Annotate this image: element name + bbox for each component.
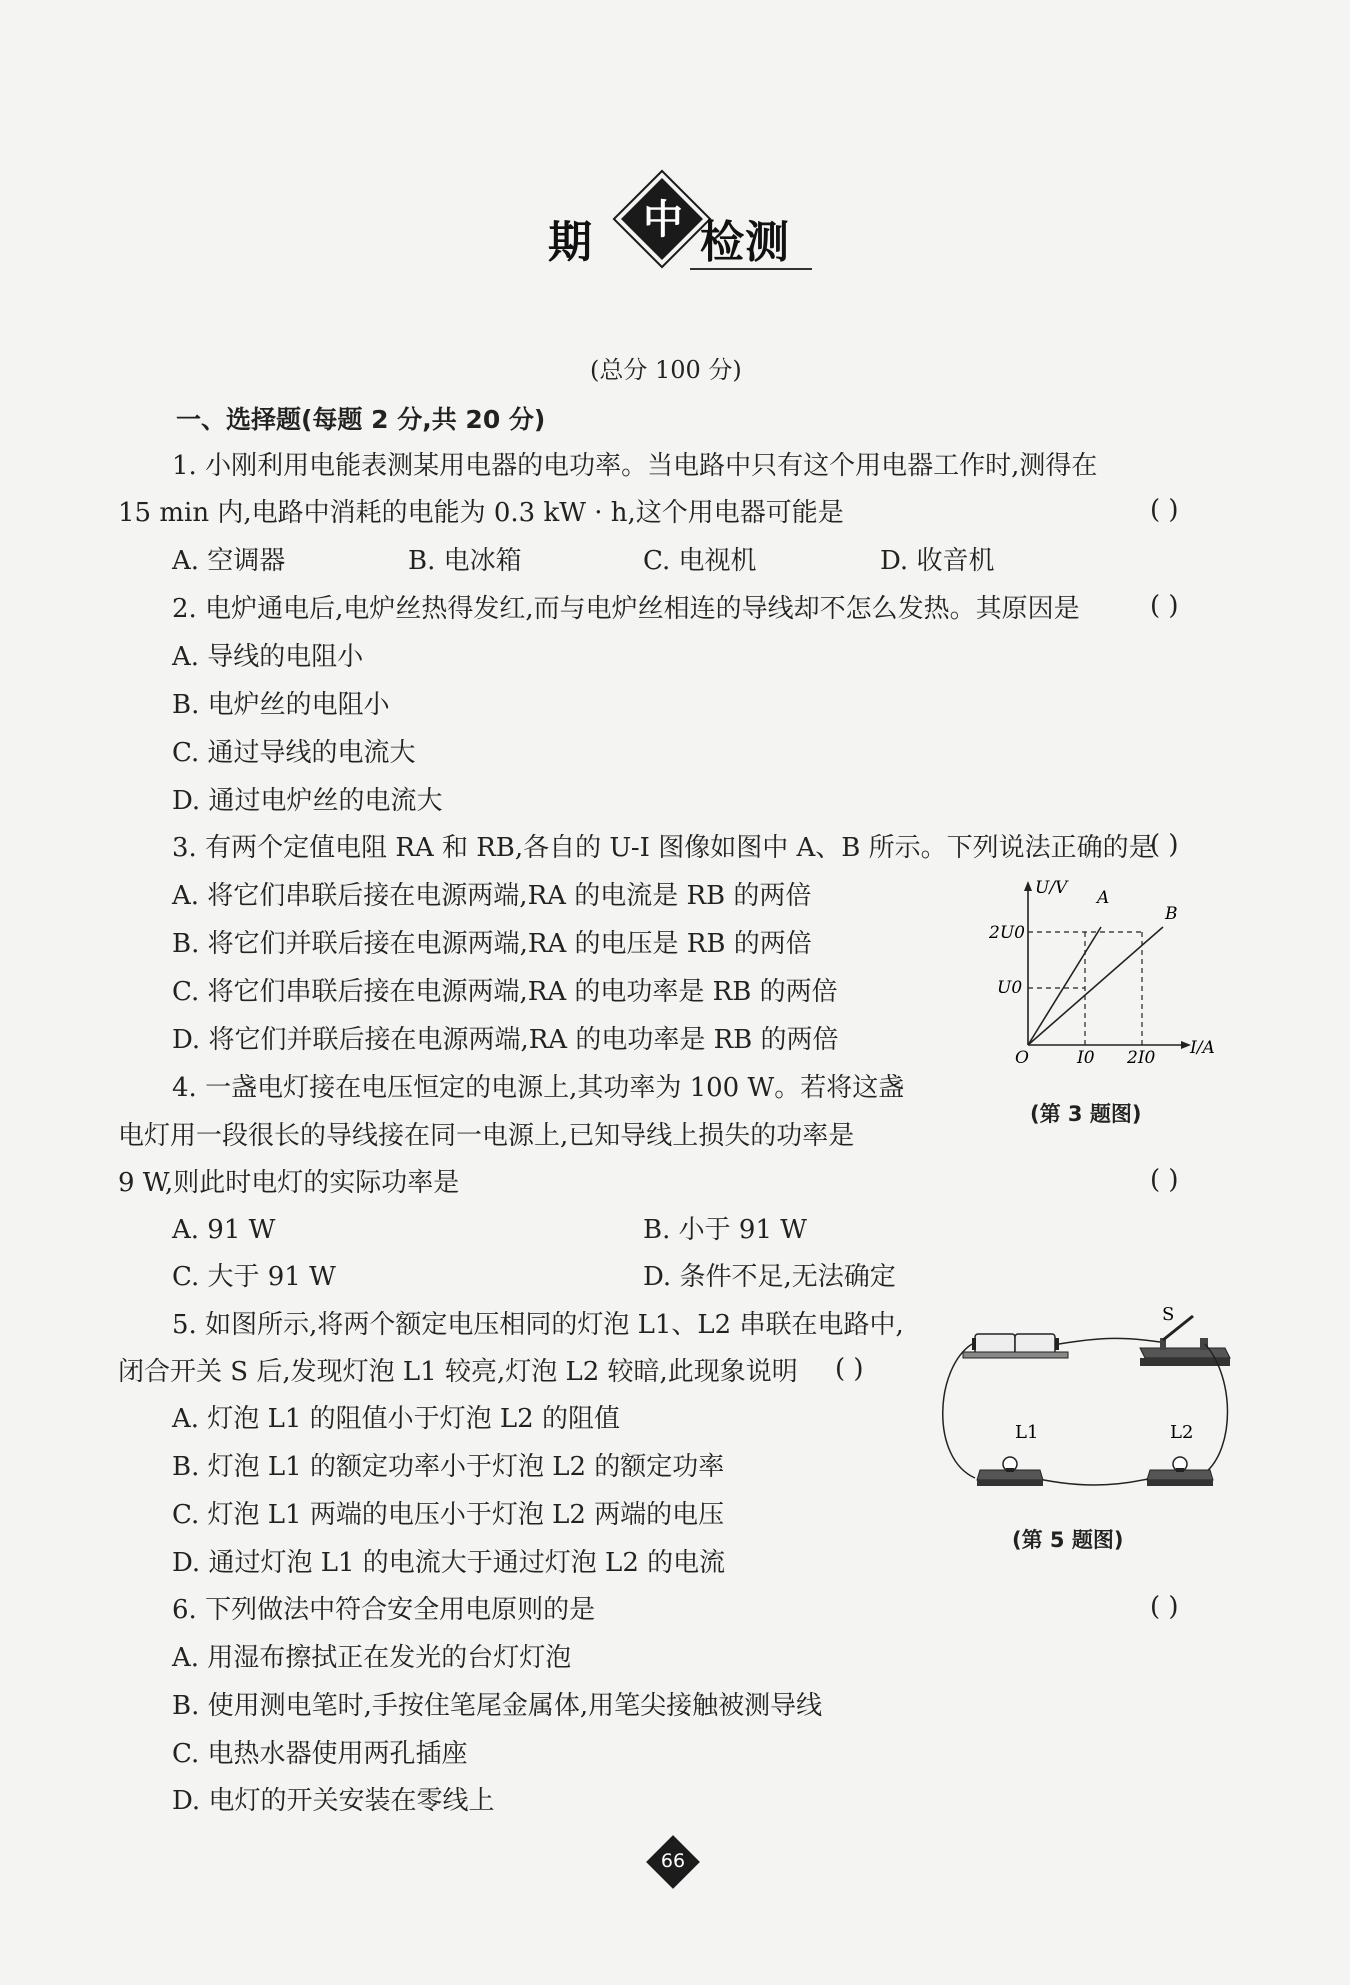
q1-line1: 1. 小刚利用电能表测某用电器的电功率。当电路中只有这个用电器工作时,测得在	[172, 451, 1098, 481]
q2-option-b: B. 电炉丝的电阻小	[172, 690, 390, 720]
graph-ytick-u0: U0	[997, 978, 1023, 998]
q1-answer-paren: ( )	[1150, 495, 1179, 525]
battery-icon	[963, 1334, 1068, 1358]
q3-option-c: C. 将它们串联后接在电源两端,RA 的电功率是 RB 的两倍	[172, 977, 838, 1007]
q5-option-b: B. 灯泡 L1 的额定功率小于灯泡 L2 的额定功率	[172, 1452, 725, 1482]
q3-line1: 3. 有两个定值电阻 RA 和 RB,各自的 U-I 图像如图中 A、B 所示。下列说法正确的是	[172, 833, 1155, 863]
graph-origin: O	[1015, 1048, 1029, 1068]
lamp-2-icon	[1147, 1457, 1213, 1486]
q2-option-d: D. 通过电炉丝的电流大	[172, 786, 443, 816]
q3-caption: (第 3 题图)	[1030, 1102, 1142, 1126]
y-axis-arrow-icon	[1024, 881, 1032, 891]
q3-option-d: D. 将它们并联后接在电源两端,RA 的电功率是 RB 的两倍	[172, 1025, 839, 1055]
graph-xtick-2i0: 2I0	[1127, 1048, 1156, 1068]
q1-option-b: B. 电冰箱	[408, 546, 522, 576]
graph-label-a: A	[1097, 888, 1110, 908]
lamp-2-label: L2	[1170, 1422, 1194, 1443]
line-a	[1028, 927, 1101, 1045]
q3-option-a: A. 将它们串联后接在电源两端,RA 的电流是 RB 的两倍	[172, 881, 812, 911]
q5-option-d: D. 通过灯泡 L1 的电流大于通过灯泡 L2 的电流	[172, 1548, 726, 1578]
q3-answer-paren: ( )	[1150, 830, 1179, 860]
q3-ui-graph	[985, 875, 1225, 1075]
q6-answer-paren: ( )	[1150, 1592, 1179, 1622]
switch-label: S	[1162, 1304, 1175, 1325]
q1-line2: 15 min 内,电路中消耗的电能为 0.3 kW · h,这个用电器可能是	[118, 498, 844, 528]
q5-line1: 5. 如图所示,将两个额定电压相同的灯泡 L1、L2 串联在电路中,	[172, 1310, 904, 1340]
q6-option-a: A. 用湿布擦拭正在发光的台灯灯泡	[172, 1643, 572, 1673]
q4-line2: 电灯用一段很长的导线接在同一电源上,已知导线上损失的功率是	[118, 1121, 855, 1151]
title-char-4: 测	[745, 217, 789, 268]
q4-option-c: C. 大于 91 W	[172, 1262, 336, 1292]
wire-top	[1059, 1338, 1160, 1344]
q3-option-b: B. 将它们并联后接在电源两端,RA 的电压是 RB 的两倍	[172, 929, 812, 959]
page-number: 66	[660, 1850, 686, 1872]
title-char-2: 中	[643, 197, 683, 243]
title-char-1: 期	[548, 217, 592, 268]
page-title	[540, 178, 810, 278]
q1-option-a: A. 空调器	[172, 546, 286, 576]
q6-option-b: B. 使用测电笔时,手按住笔尾金属体,用笔尖接触被测导线	[172, 1691, 823, 1721]
q6-option-d: D. 电灯的开关安装在零线上	[172, 1786, 495, 1816]
q2-option-a: A. 导线的电阻小	[172, 642, 364, 672]
q4-option-a: A. 91 W	[172, 1215, 276, 1245]
q2-line1: 2. 电炉通电后,电炉丝热得发红,而与电炉丝相连的导线却不怎么发热。其原因是	[172, 594, 1080, 624]
q1-option-d: D. 收音机	[880, 546, 995, 576]
q4-line3: 9 W,则此时电灯的实际功率是	[118, 1168, 460, 1198]
graph-ylabel: U/V	[1035, 878, 1068, 898]
q2-option-c: C. 通过导线的电流大	[172, 738, 416, 768]
section-heading: 一、选择题(每题 2 分,共 20 分)	[176, 405, 546, 434]
lamp-1-icon	[977, 1457, 1043, 1486]
q6-line1: 6. 下列做法中符合安全用电原则的是	[172, 1595, 596, 1625]
wire-left	[943, 1344, 975, 1478]
graph-ytick-2u0: 2U0	[989, 923, 1025, 943]
q1-option-c: C. 电视机	[643, 546, 757, 576]
graph-xlabel: I/A	[1190, 1038, 1215, 1058]
q2-answer-paren: ( )	[1150, 591, 1179, 621]
q4-option-d: D. 条件不足,无法确定	[643, 1262, 896, 1292]
q6-option-c: C. 电热水器使用两孔插座	[172, 1739, 468, 1769]
q4-option-b: B. 小于 91 W	[643, 1215, 807, 1245]
q4-answer-paren: ( )	[1150, 1165, 1179, 1195]
title-underline	[690, 268, 812, 270]
total-score: (总分 100 分)	[590, 356, 742, 384]
q5-option-c: C. 灯泡 L1 两端的电压小于灯泡 L2 两端的电压	[172, 1500, 725, 1530]
q5-caption: (第 5 题图)	[1012, 1528, 1124, 1552]
wire-bottom	[1025, 1476, 1160, 1485]
q5-line2: 闭合开关 S 后,发现灯泡 L1 较亮,灯泡 L2 较暗,此现象说明	[118, 1357, 798, 1387]
graph-label-b: B	[1165, 904, 1178, 924]
q5-answer-paren: ( )	[835, 1354, 864, 1384]
line-b	[1028, 927, 1163, 1045]
q5-circuit-figure	[935, 1298, 1235, 1498]
lamp-1-label: L1	[1015, 1422, 1039, 1443]
title-char-3: 检	[700, 217, 744, 268]
graph-xtick-i0: I0	[1077, 1048, 1095, 1068]
q5-option-a: A. 灯泡 L1 的阻值小于灯泡 L2 的阻值	[172, 1404, 620, 1434]
q4-line1: 4. 一盏电灯接在电压恒定的电源上,其功率为 100 W。若将这盏	[172, 1073, 905, 1103]
